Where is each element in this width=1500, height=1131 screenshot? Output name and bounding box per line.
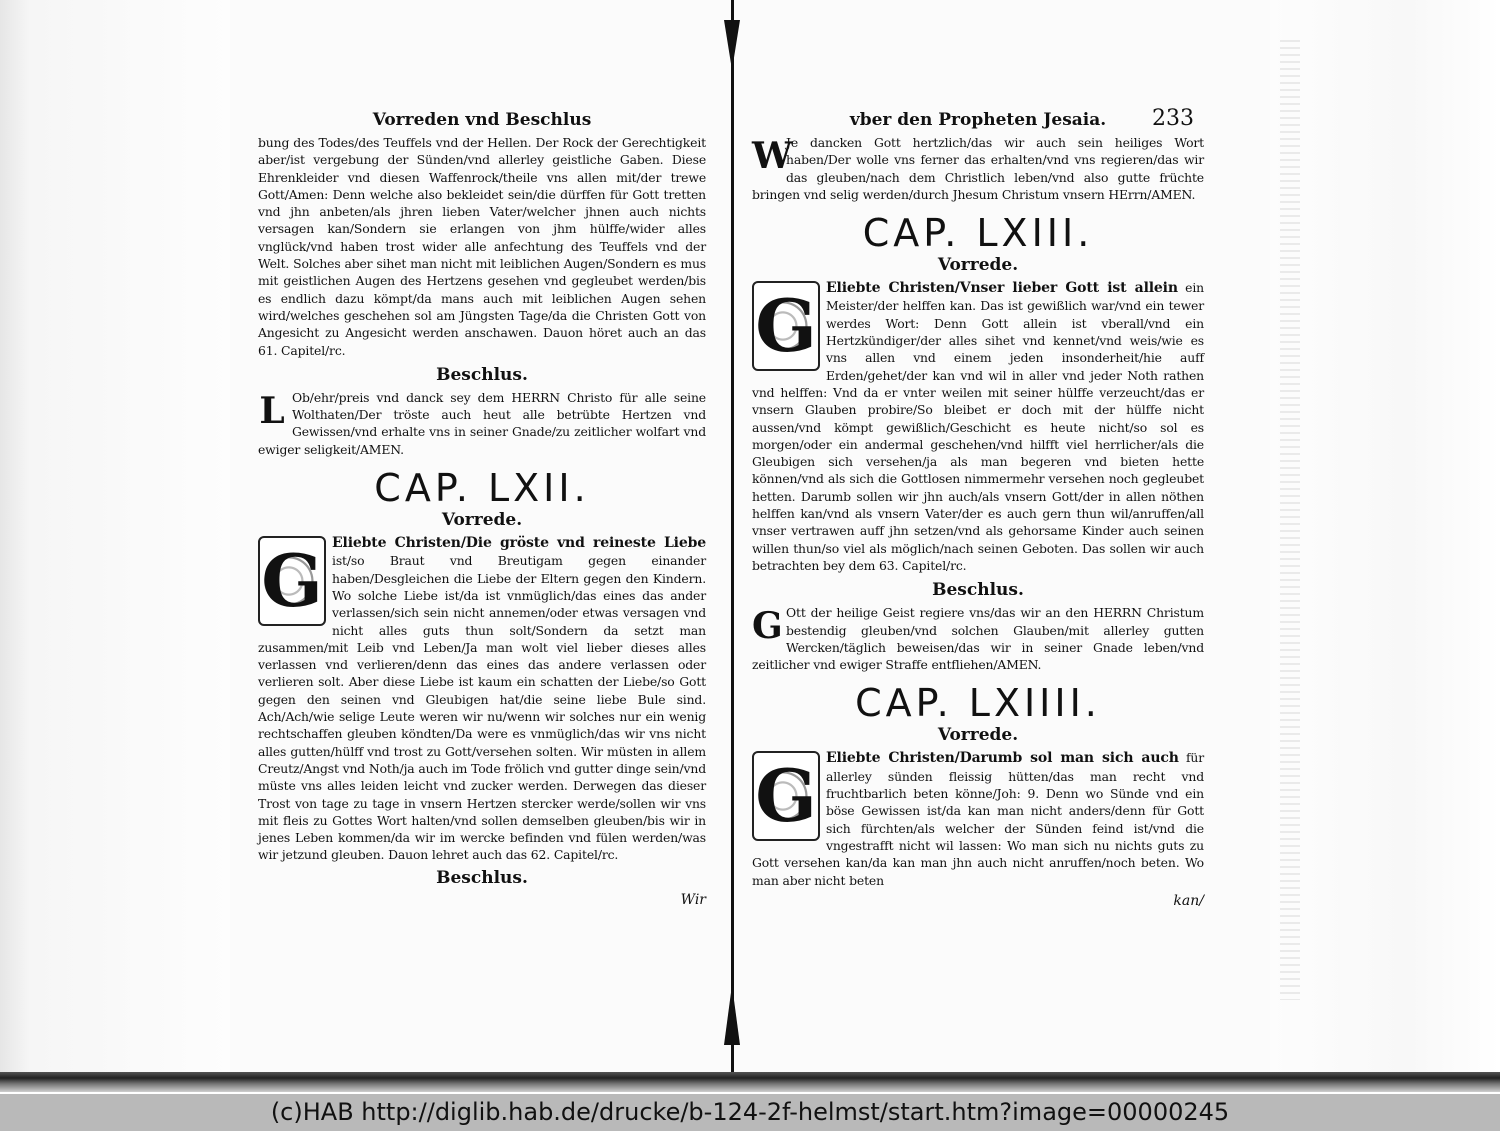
running-head-title: vber den Propheten Jesaia.	[849, 110, 1107, 130]
ornamental-initial: G	[752, 281, 820, 371]
chapter-title: CAP. LXIII.	[862, 211, 1094, 256]
right-page	[752, 100, 1204, 909]
drop-cap: L	[259, 389, 285, 432]
chapter-title: CAP. LXII.	[374, 466, 590, 511]
section-heading: Beschlus.	[436, 364, 528, 385]
catchword: kan/	[1173, 892, 1204, 909]
paragraph-text: Ott der heilige Geist regiere vns/das wir an den HERRN Christum bestendig gleuben/vnd solchen Glauben/mit allerley gutten Wercken/täglich beweisen/das wir in seiner Gnade leben/vnd zeitlicher vnd ewiger Straffe entfliehen/AMEN.	[752, 605, 1204, 673]
paragraph-lead: Eliebte Christen/Darumb sol man sich auch	[826, 750, 1179, 767]
paragraph	[258, 389, 706, 458]
chapter-subtitle: Vorrede.	[441, 510, 523, 531]
page-edge-shadow	[0, 1072, 1500, 1092]
ornamental-initial: G	[752, 751, 820, 841]
paragraph-text: Je dancken Gott hertzlich/das wir auch sein heiliges Wort haben/Der wolle vns ferner das erhalten/vnd vns regieren/das wir das gleuben/nach dem Christlich leben/vnd also gutte früchte bringen vnd selig werden/durch Jhesum Christum vnsern HErrn/AMEN.	[752, 135, 1204, 202]
paragraph-text: Ob/ehr/preis vnd danck sey dem HERRN Christo für alle seine Wolthaten/Der tröste auch heut alle betrübte Hertzen vnd Gewissen/vnd erhalte vns in seiner Gnade/zu zeitlicher wolfart vnd ewiger seligkeit/AMEN.	[258, 389, 706, 457]
running-head	[752, 100, 1204, 134]
running-head	[258, 100, 706, 134]
paragraph: bung des Todes/des Teuffels vnd der Hellen. Der Rock der Gerechtigkeit aber/ist vergebung der Sünden/vnd allerley geistliche Gaben. Diese Ehrenkleider vnd diesen Waffenrock/theile vns allen mit/der trewe Gott/Amen: Denn welche also bekleidet sein/die dürffen für Gott tretten vnd jhn anbeten/als jhren lieben Vater/welcher jhnen auch nichts versagen kan/Sondern sie erlangen von jhm hülffe/wider alles vnglück/vnd haben trost wider alle anfechtung des Teuffels vnd der Welt. Solches aber sihet man nicht mit leiblichen Augen/Sondern es mus mit geistlichen Augen des Hertzens gesehen vnd gegleubet werden/bis es endlich dazu kömpt/da mans auch mit leiblichen Augen sehen wird/welches geschehen sol am Jüngsten Tage/da die Christen Gott von Angesicht zu Angesicht werden anschawen. Dauon höret auch an das 61. Capitel/rc.	[258, 135, 706, 358]
catchword: Wir	[680, 891, 706, 908]
ornamental-initial: G	[258, 536, 326, 626]
right-page-margin	[1270, 0, 1500, 1075]
paragraph-lead: Eliebte Christen/Die gröste vnd reineste Liebe	[332, 535, 706, 552]
left-page	[258, 100, 706, 908]
paragraph	[752, 604, 1204, 673]
paragraph-lead: Eliebte Christen/Vnser lieber Gott ist allein	[826, 280, 1178, 297]
section-heading: Beschlus.	[436, 867, 528, 888]
paragraph-text: ist/so Braut vnd Breutigam gegen einander haben/Desgleichen die Liebe der Eltern gegen den Kindern. Wo solche Liebe ist/da ist vnmüglich/das eines das ander verlassen/sich sein nicht annemen/oder etwas versagen vnd nicht alles guts thun solt/Sondern da setzt man zusammen/mit Leib vnd Leben/Ja man wolt viel lieber dieses alles verlassen vnd verlieren/denn das eines das andere verlassen oder verlieren solt. Aber diese Liebe ist kaum ein schatten der Liebe/so Gott gegen den seinen vnd Gleubigen hat/die seine liebe Bule sind. Ach/Ach/wie selige Leute weren wir nu/wenn wir solches nur ein wenig rechtschaffen gleuben köndten/Da were es vnmüglich/das wir vns nicht alles gutten/hülff vnd trost zu Gott/versehen solten. Wir müsten in allem Creutz/Angst vnd Noth/ja auch im Tode frölich vnd gutter dinge sein/vnd müste vns alles leiden leicht vnd zucker werden. Derwegen das dieser Trost von tage zu tage in vnsern Hertzen stercker werde/sollen wir vns mit fleis zu Gottes Wort halten/vnd sollen demselben gleuben/bis wir in jenes Leben kommen/da wir im wercke befinden vnd fülen werden/was wir jetzund gleuben. Dauon lehret auch das 62. Capitel/rc.	[258, 553, 706, 863]
paragraph-text: für allerley sünden fleissig hütten/das man recht vnd fruchtbarlich beten könne/Joh: 9. Denn wo Sünde vnd ein böse Gewissen ist/da kan man nicht anders/denn für Gott sich fürchten/als welcher der Sünden feind ist/vnd die vngestrafft nicht wil lassen: Wo man sich nu nichts guts zu Gott versehen kan/da kan man jhn auch nicht anruffen/noch beten. Wo man aber nicht beten	[752, 750, 1204, 888]
drop-cap: G	[752, 605, 783, 648]
section-heading: Beschlus.	[932, 580, 1024, 601]
paragraph	[752, 749, 1204, 888]
page-number: 233	[1152, 106, 1194, 131]
paragraph-text: ein Meister/der helffen kan. Das ist gewißlich war/vnd ein tewer werdes Wort: Denn Gott allein ist vberall/vnd ein Hertzkündiger/der alles sihet vnd kennet/vnd weis/wie es vns allen vnd einem jeden insonderheit/hie auff Erden/gehet/der kan vnd wil in aller vnd jeder Noth rathen vnd helffen: Vnd da er vnter weilen mit seiner hülffe verzeucht/das er vnsern Glauben probire/So bleibet er doch mit der hülffe nicht aussen/vnd kömpt gewißlich/Geschicht es heute nicht/so sol es morgen/oder ein andermal geschehen/vnd hilfft viel herrlicher/als die Gleubigen sich versehen/ja als man begeren vnd bieten hette können/vnd als sich die Gottlosen nimmermehr versehen noch gegleubet hetten. Darumb sollen wir jhn auch/als vnsern Gott/der in allen nöthen helffen kan/vnd als vnsern Vater/der es auch gern thun wil/anruffen/all vnser vertrawen auff jhn setzen/vnd als gehorsame Kinder auch seinen willen thun/so viel als möglich/nach seinen Geboten. Das sollen wir auch betrachten bey dem 63. Capitel/rc.	[752, 280, 1204, 573]
chapter-title: CAP. LXIIII.	[855, 681, 1101, 726]
paragraph	[752, 134, 1204, 203]
chapter-subtitle: Vorrede.	[937, 255, 1019, 276]
paragraph	[752, 279, 1204, 574]
running-head-title: Vorreden vnd Beschlus	[372, 110, 592, 130]
chapter-subtitle: Vorrede.	[937, 725, 1019, 746]
book-gutter	[722, 0, 742, 1080]
copyright-footer: (c)HAB http://diglib.hab.de/drucke/b-124-2f-helmst/start.htm?image=00000245	[0, 1094, 1500, 1131]
paragraph	[258, 534, 706, 864]
left-page-margin	[0, 0, 230, 1075]
drop-cap: W	[752, 135, 793, 177]
